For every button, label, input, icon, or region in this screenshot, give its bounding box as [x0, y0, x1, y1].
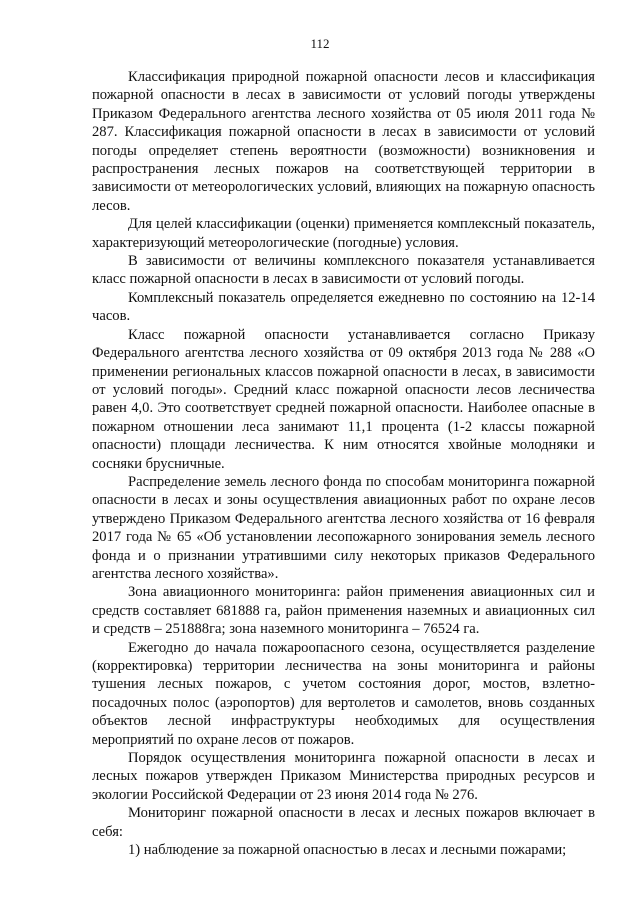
- paragraph-monitoring-includes: Мониторинг пожарной опасности в лесах и лесных пожаров включает в себя:: [92, 805, 595, 840]
- list-item-observation: 1) наблюдение за пожарной опасностью в лесах и лесными пожарами;: [128, 842, 567, 859]
- page-number: 112: [310, 36, 330, 51]
- paragraph-danger-class: В зависимости от величины комплексного показателя устанавливается класс пожарной опасности в лесах в зависимости от условий погоды.: [92, 253, 595, 288]
- paragraph-complex-indicator: Для целей классификации (оценки) применяется комплексный показатель, характеризующий метеорологические (погодные) условия.: [92, 216, 595, 251]
- document-body: [92, 68, 595, 859]
- paragraph-land-distribution: Распределение земель лесного фонда по способам мониторинга пожарной опасности в лесах и зоны осуществления авиационных работ по охране лесов утверждено Приказом Федерального агентства лесного хозяйства от 16 февраля 2017 года № 65 «Об установлении лесопожарного зонирования земель лесного фонда и о признании утратившими силу некоторых приказов Федерального агентства лесного хозяйства».: [92, 473, 595, 582]
- paragraph-aviation-zone: Зона авиационного мониторинга: район применения авиационных сил и средств составляет 681888 га, район применения наземных и авиационных сил и средств – 251888га; зона наземного мониторинга – 76524 га.: [92, 584, 595, 638]
- paragraph-fire-classification: Классификация природной пожарной опасности лесов и классификация пожарной опасности в лесах в зависимости от условий погоды утверждены Приказом Федерального агентства лесного хозяйства от 05 июля 2011 года № 287. Классификация пожарной опасности в лесах в зависимости от условий погоды определяет степень вероятности (возможности) возникновения и распространения лесных пожаров на соответствующей территории в зависимости от метеорологических условий, влияющих на пожарную опасность лесов.: [92, 69, 595, 214]
- paragraph-annual-zoning: Ежегодно до начала пожароопасного сезона, осуществляется разделение (корректировка) территории лесничества на зоны мониторинга и районы тушения лесных пожаров, с учетом состояния дорог, мостов, взлетно-посадочных полос (аэропортов) для вертолетов и самолетов, вновь созданных объектов лесной инфраструктуры необходимых для осуществления мероприятий по охране лесов от пожаров.: [92, 639, 595, 748]
- paragraph-daily-indicator: Комплексный показатель определяется ежедневно по состоянию на 12-14 часов.: [92, 289, 595, 325]
- paragraph-monitoring-procedure: Порядок осуществления мониторинга пожарной опасности в лесах и лесных пожаров утвержден Приказом Министерства природных ресурсов и экологии Российской Федерации от 23 июня 2014 года № 276.: [92, 750, 595, 803]
- paragraph-class-order-288: Класс пожарной опасности устанавливается согласно Приказу Федерального агентства лесного хозяйства от 09 октября 2013 года № 288 «О применении региональных классов пожарной опасности в лесах, в зависимости от условий погоды». Средний класс пожарной опасности лесов лесничества равен 4,0. Это соответствует средней пожарной опасности. Наиболее опасные в пожарном отношении леса занимают 11,1 процента (1-2 классы пожарной опасности) площади лесничества. К ним относятся хвойные молодняки и сосняки брусничные.: [92, 326, 595, 472]
